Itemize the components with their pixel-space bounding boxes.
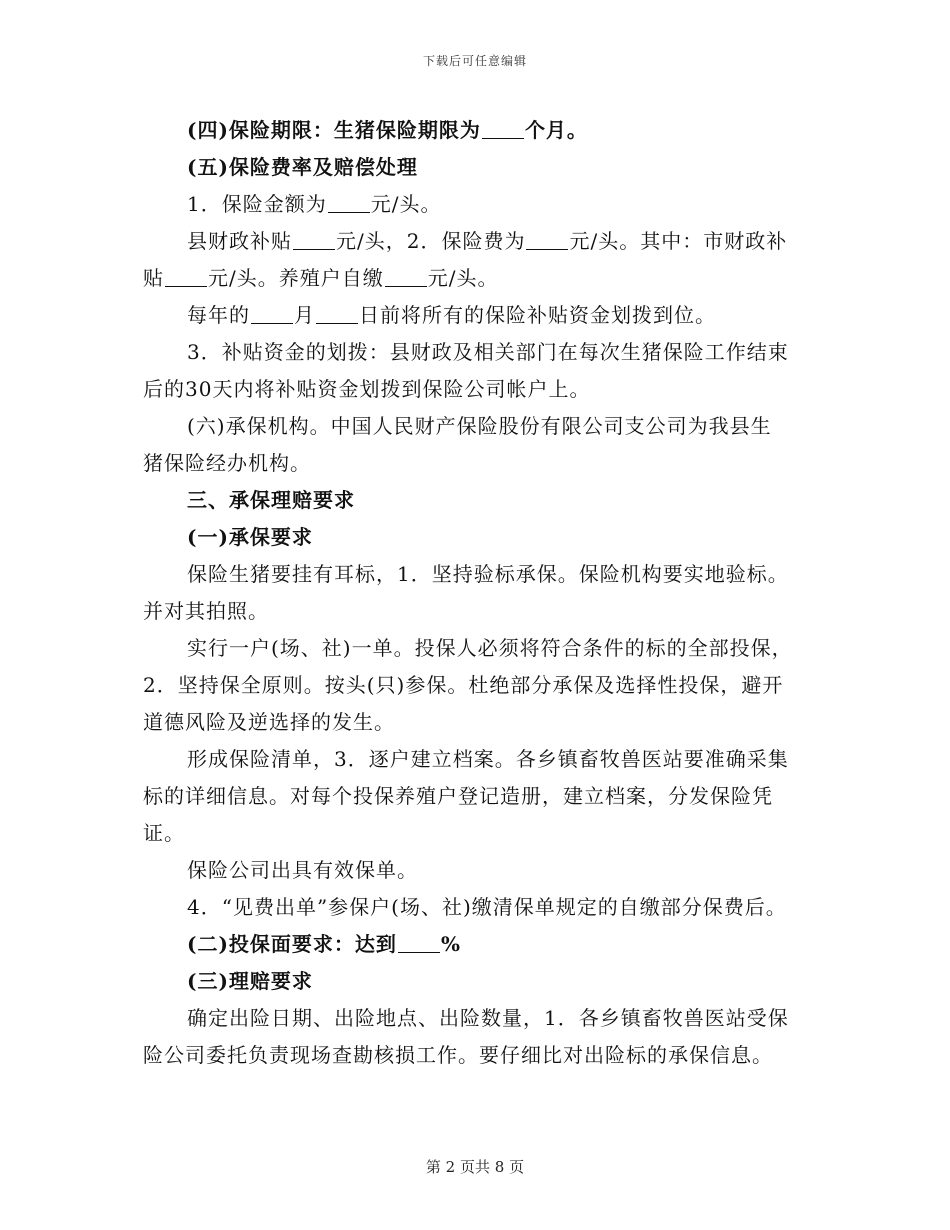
text-line xyxy=(143,778,813,815)
text-segment: 确定出险日期、出险地点、出险数量，1．各乡镇畜牧兽医站受保 xyxy=(187,1006,789,1030)
fill-in-blank xyxy=(251,303,293,324)
text-segment: 三、承保理赔要求 xyxy=(187,488,355,512)
text-segment: 保险生猪要挂有耳标，1．坚持验标承保。保险机构要实地验标。 xyxy=(187,562,789,586)
text-segment: 实行一户(场、社)一单。投保人必须将符合条件的标的全部投保， xyxy=(187,636,793,660)
text-segment: (四)保险期限：生猪保险期限为 xyxy=(187,118,481,142)
text-segment: 后的30天内将补贴资金划拨到保险公司帐户上。 xyxy=(143,377,591,401)
text-line xyxy=(143,149,813,186)
text-line xyxy=(143,593,813,630)
text-line xyxy=(143,852,813,889)
document-body xyxy=(143,112,813,1074)
text-segment: 2．坚持保全原则。按头(只)参保。杜绝部分承保及选择性投保，避开 xyxy=(143,673,784,697)
text-line xyxy=(143,112,813,149)
text-segment: 元/头。养殖户自缴 xyxy=(208,266,384,290)
text-segment: 元/头。 xyxy=(427,266,499,290)
text-line xyxy=(143,630,813,667)
fill-in-blank xyxy=(482,118,524,139)
text-segment: 元/头。其中：市财政补 xyxy=(569,229,788,253)
text-line xyxy=(143,926,813,963)
text-segment: 险公司委托负责现场查勘核损工作。要仔细比对出险标的承保信息。 xyxy=(143,1043,773,1067)
text-segment: 4．“见费出单”参保户(场、社)缴清保单规定的自缴部分保费后。 xyxy=(187,895,787,919)
text-segment: (三)理赔要求 xyxy=(187,969,313,993)
text-segment: % xyxy=(440,932,461,956)
text-line xyxy=(143,704,813,741)
text-line xyxy=(143,186,813,223)
text-line xyxy=(143,408,813,445)
text-segment: 月 xyxy=(294,303,315,327)
text-line xyxy=(143,260,813,297)
text-segment: (二)投保面要求：达到 xyxy=(187,932,397,956)
text-line xyxy=(143,519,813,556)
text-segment: 每年的 xyxy=(187,303,250,327)
text-line xyxy=(143,334,813,371)
text-line xyxy=(143,445,813,482)
text-segment: 元/头。 xyxy=(370,192,442,216)
page-header: 下载后可任意编辑 xyxy=(422,54,527,68)
text-segment: 并对其拍照。 xyxy=(143,599,269,623)
text-line xyxy=(143,815,813,852)
page-footer: 第 2 页共 8 页 xyxy=(425,1158,525,1176)
fill-in-blank xyxy=(328,192,370,213)
text-segment: 证。 xyxy=(143,821,185,845)
text-segment: 3．补贴资金的划拨：县财政及相关部门在每次生猪保险工作结束 xyxy=(187,340,789,364)
text-line xyxy=(143,889,813,926)
text-segment: (五)保险费率及赔偿处理 xyxy=(187,155,418,179)
text-segment: 贴 xyxy=(143,266,164,290)
text-segment: 个月。 xyxy=(524,118,588,142)
text-line xyxy=(143,297,813,334)
text-line xyxy=(143,1037,813,1074)
text-line xyxy=(143,556,813,593)
text-line xyxy=(143,371,813,408)
text-segment: (六)承保机构。中国人民财产保险股份有限公司支公司为我县生 xyxy=(187,414,772,438)
fill-in-blank xyxy=(526,229,568,250)
text-line xyxy=(143,1000,813,1037)
text-line xyxy=(143,963,813,1000)
fill-in-blank xyxy=(385,266,427,287)
text-segment: 形成保险清单，3．逐户建立档案。各乡镇畜牧兽医站要准确采集 xyxy=(187,747,789,771)
text-segment: 1．保险金额为 xyxy=(187,192,327,216)
text-line xyxy=(143,223,813,260)
text-segment: 保险公司出具有效保单。 xyxy=(187,858,418,882)
text-segment: 县财政补贴 xyxy=(187,229,292,253)
text-segment: 元/头，2．保险费为 xyxy=(336,229,526,253)
fill-in-blank xyxy=(293,229,335,250)
text-segment: 标的详细信息。对每个投保养殖户登记造册，建立档案，分发保险凭 xyxy=(143,784,773,808)
fill-in-blank xyxy=(398,932,440,953)
text-segment: 日前将所有的保险补贴资金划拨到位。 xyxy=(359,303,716,327)
text-segment: 猪保险经办机构。 xyxy=(143,451,311,475)
text-line xyxy=(143,741,813,778)
fill-in-blank xyxy=(316,303,358,324)
text-segment: (一)承保要求 xyxy=(187,525,313,549)
fill-in-blank xyxy=(165,266,207,287)
text-line xyxy=(143,482,813,519)
text-segment: 道德风险及逆选择的发生。 xyxy=(143,710,395,734)
text-line xyxy=(143,667,813,704)
